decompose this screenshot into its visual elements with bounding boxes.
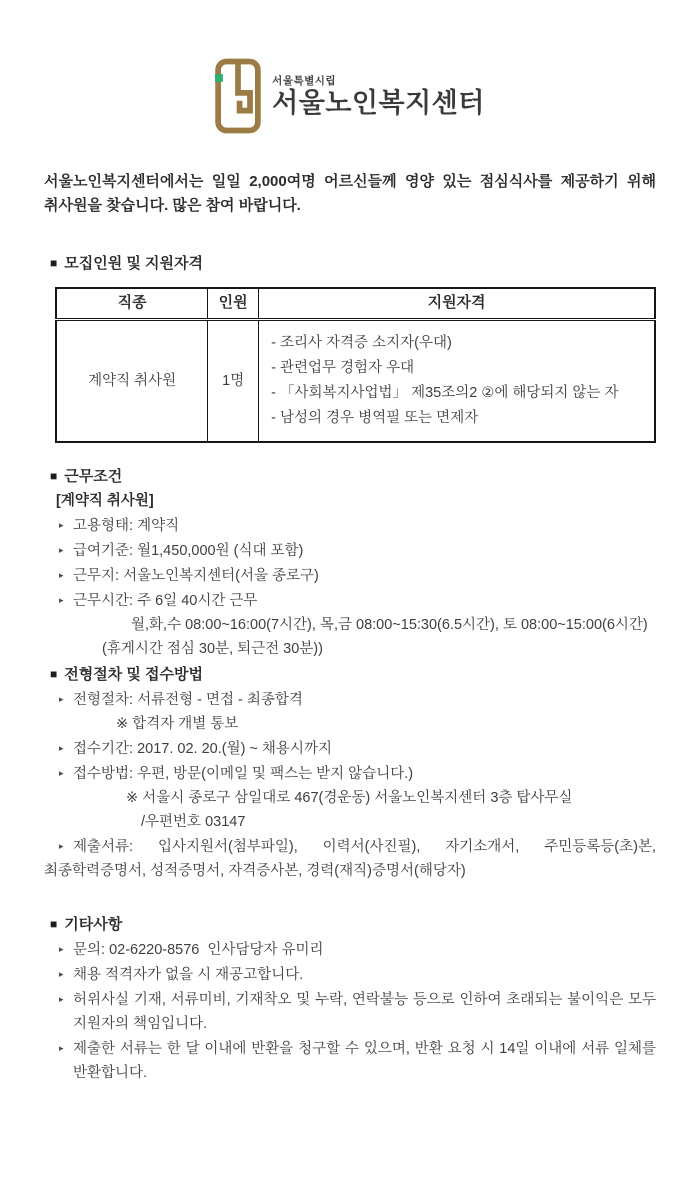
- intro-line-1: 서울노인복지센터에서는 일일 2,000여명 어르신들께 영양 있는 점심식사를 제공하기 위해: [44, 173, 656, 190]
- others-return-item: [44, 1036, 656, 1085]
- process-period-text: 접수기간: 2017. 02. 20.(월) ~ 채용시까지: [73, 740, 332, 757]
- cell-qualifications: [259, 319, 655, 442]
- recruit-table: [55, 287, 656, 443]
- section-heading-process: [50, 663, 656, 687]
- process-documents-text: 제출서류: 입사지원서(첨부파일), 이력서(사진필), 자기소개서, 주민등록등(초)본, 최종학력증명서, 성적증명서, 자격증사본, 경력(재직)증명서(해당자): [44, 838, 656, 879]
- triangle-bullet-icon: ▸: [59, 993, 64, 1004]
- intro-line-2: 취사원을 찾습니다. 많은 참여 바랍니다.: [44, 197, 301, 214]
- work-item-text: 근무시간: 주 6일 40시간 근무: [73, 592, 258, 609]
- others-liability-item: [44, 987, 656, 1036]
- others-contact-item: [44, 937, 656, 962]
- triangle-bullet-icon: ▸: [59, 519, 64, 530]
- org-name: 서울노인복지센터: [272, 87, 485, 118]
- section-title: 근무조건: [64, 467, 123, 485]
- triangle-bullet-icon: ▸: [59, 594, 64, 605]
- org-affiliation: 서울특별시립: [272, 74, 337, 87]
- col-header-job: 직종: [56, 288, 208, 319]
- triangle-bullet-icon: ▸: [59, 968, 64, 979]
- table-header-row: [56, 288, 655, 319]
- intro-paragraph: [44, 170, 656, 218]
- section-heading-others: [50, 913, 656, 937]
- triangle-bullet-icon: ▸: [59, 840, 64, 851]
- section-heading-recruit: [50, 252, 656, 276]
- others-contact-text: 문의: 02-6220-8576 인사담당자 유미리: [73, 941, 324, 958]
- process-step-text: 전형절차: 서류전형 - 면접 - 최종합격: [73, 691, 303, 708]
- qualification-item: - 관련업무 경험자 우대: [271, 359, 415, 376]
- section-heading-work: [50, 465, 656, 489]
- section-marker-icon: ■: [50, 916, 58, 931]
- section-marker-icon: ■: [50, 256, 58, 270]
- col-header-headcount: 인원: [208, 288, 259, 319]
- process-period-item: [44, 736, 656, 761]
- others-liability-text: 허위사실 기재, 서류미비, 기재착오 및 누락, 연락불능 등으로 인하여 초래되는 불이익은 모두 지원자의 책임입니다.: [73, 991, 656, 1032]
- qualification-item: - 조리사 자격증 소지자(우대): [271, 334, 452, 351]
- qualification-item: - 남성의 경우 병역필 또는 면제자: [271, 409, 479, 426]
- work-break-detail: (휴게시간 점심 30분, 퇴근전 30분)): [102, 640, 323, 657]
- table-row: [56, 319, 655, 442]
- process-documents-item: [44, 834, 656, 883]
- section-title: 전형절차 및 접수방법: [64, 665, 203, 683]
- triangle-bullet-icon: ▸: [59, 569, 64, 580]
- org-logo: [0, 0, 700, 134]
- triangle-bullet-icon: ▸: [59, 693, 64, 704]
- work-item-text: 근무지: 서울노인복지센터(서울 종로구): [73, 567, 319, 584]
- work-item-employment: [44, 513, 656, 538]
- section-marker-icon: ■: [50, 666, 58, 681]
- work-item-location: [44, 563, 656, 588]
- others-repost-item: [44, 962, 656, 987]
- process-step-item: [44, 687, 656, 712]
- cell-headcount: 1명: [208, 319, 259, 442]
- triangle-bullet-icon: ▸: [59, 767, 64, 778]
- others-repost-text: 채용 적격자가 없을 시 재공고합니다.: [73, 966, 304, 983]
- process-method-text: 접수방법: 우편, 방문(이메일 및 팩스는 받지 않습니다.): [73, 765, 414, 782]
- work-item-salary: [44, 538, 656, 563]
- others-return-text: 제출한 서류는 한 달 이내에 반환을 청구할 수 있으며, 반환 요청 시 14일 이내에 서류 일체를 반환합니다.: [73, 1040, 656, 1081]
- col-header-qualification: 지원자격: [259, 288, 655, 319]
- process-address-note: ※ 서울시 종로구 삼일대로 467(경운동) 서울노인복지센터 3층 탑사무실: [126, 789, 573, 806]
- section-title: 모집인원 및 지원자격: [64, 255, 203, 272]
- qualification-item: - 「사회복지사업법」 제35조의2 ②에 해당되지 않는 자: [271, 384, 619, 401]
- triangle-bullet-icon: ▸: [59, 544, 64, 555]
- triangle-bullet-icon: ▸: [59, 1042, 64, 1053]
- document-body: [0, 170, 700, 1085]
- triangle-bullet-icon: ▸: [59, 742, 64, 753]
- work-schedule-detail: 월,화,수 08:00~16:00(7시간), 목,금 08:00~15:30(6.5시간), 토 08:00~15:00(6시간): [131, 616, 648, 633]
- work-item-hours: [44, 588, 656, 613]
- section-marker-icon: ■: [50, 468, 58, 483]
- work-item-text: 급여기준: 월1,450,000원 (식대 포함): [73, 542, 304, 559]
- work-subtitle: [계약직 취사원]: [56, 492, 154, 509]
- process-method-item: [44, 761, 656, 786]
- work-item-text: 고용형태: 계약직: [73, 517, 180, 534]
- triangle-bullet-icon: ▸: [59, 943, 64, 954]
- section-title: 기타사항: [64, 915, 123, 933]
- cell-job: 계약직 취사원: [56, 319, 208, 442]
- process-postcode-note: /우편번호 03147: [141, 813, 246, 830]
- org-logo-text: [272, 75, 485, 118]
- org-logo-mark-icon: [215, 58, 261, 134]
- process-step-note: ※ 합격자 개별 통보: [116, 715, 239, 732]
